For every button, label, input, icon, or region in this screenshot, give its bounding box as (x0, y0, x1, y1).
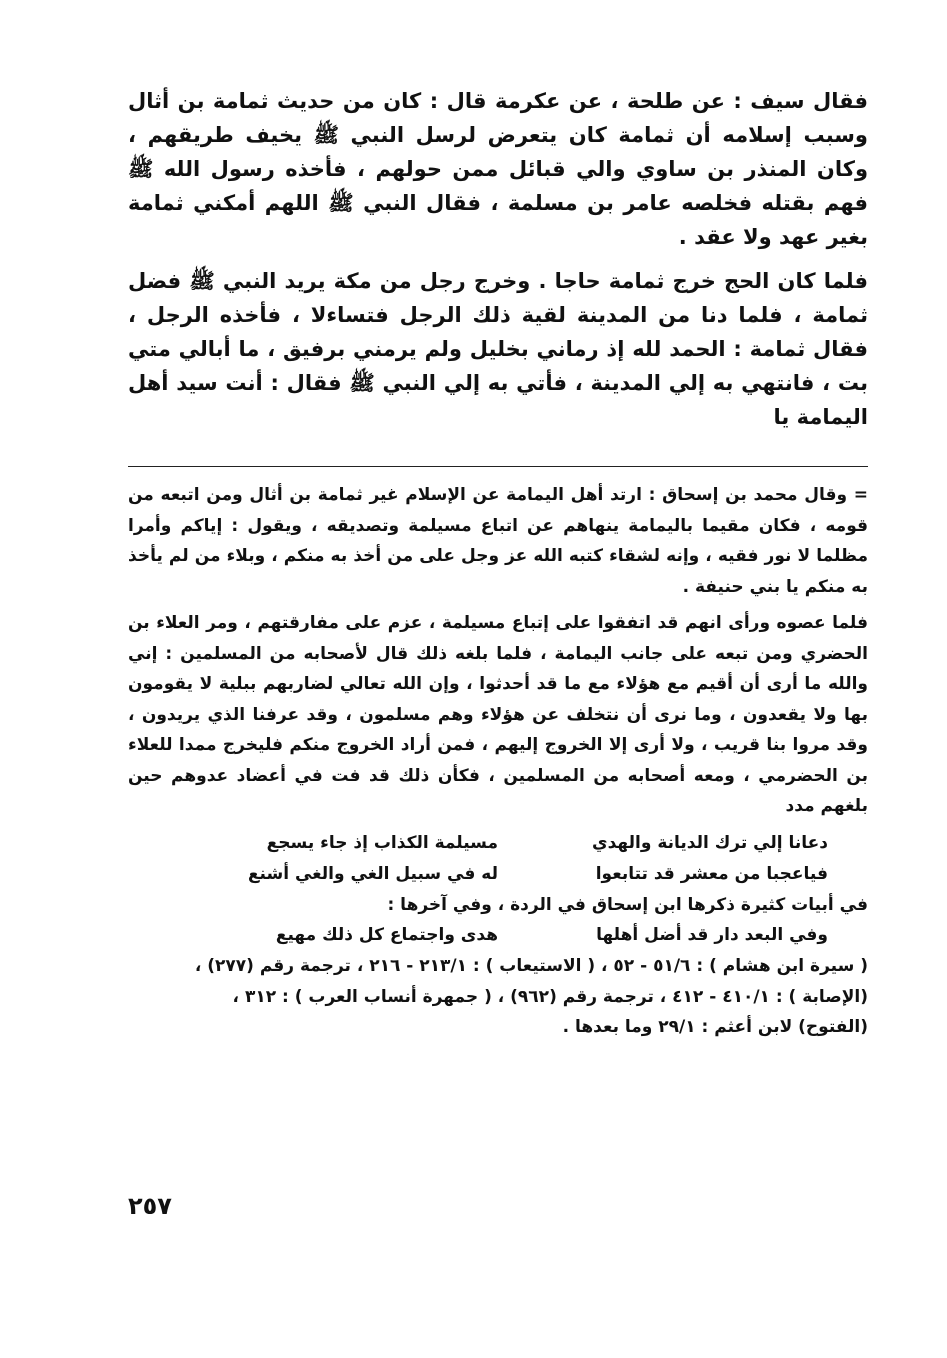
verse-first-hemistich: وفي البعد دار قد أضل أهلها (596, 925, 828, 945)
references (128, 951, 868, 1043)
main-text (128, 84, 868, 444)
verse-first-hemistich: دعانا إلي ترك الديانة والهدي (592, 832, 828, 853)
footnote-paragraph: فلما عصوه ورأى انهم قد اتفقوا على إتباع مسيلمة ، عزم على مفارقتهم ، ومر العلاء بن الحضري ومن تبعه على جانب اليمامة ، فلما بلغه ذلك قال لأصحابه من المسلمين : إني والله ما أرى أن أقيم مع هؤلاء مع ما قد أحدثوا ، وإن الله تعالي لضاربهم ببلية لا يقومون بها ولا يقعدون ، وما نرى أن نتخلف عن هؤلاء وهم مسلمون ، وقد عرفنا الذي يريدون ، وقد مروا بنا قريب ، ولا أرى إلا الخروج إليهم ، فمن أراد الخروج منكم فليخرج ممدا للعلاء بن الحضرمي ، ومعه أصحابه من المسلمين ، فكأن ذلك قد فت في أعضاد عدوهم حين بلغهم مدد (128, 613, 868, 816)
reference-line: (الإصابة ) : ٤١٠/١ - ٤١٢ ، ترجمة رقم (٩٦٢) ، ( جمهرة أنساب العرب ) : ٣١٢ ، (232, 986, 868, 1007)
footnote-divider (128, 466, 868, 467)
verse-first-hemistich: فياعجبا من معشر قد تتابعوا (595, 863, 828, 884)
page-number: ٢٥٧ (128, 1192, 172, 1220)
verse-second-hemistich: له في سبيل الغي والغي أشنع (247, 863, 498, 884)
reference-line: (الفتوح) لابن أعثم : ٢٩/١ وما بعدها . (562, 1017, 868, 1037)
main-paragraph: فلما كان الحج خرج ثمامة حاجا . وخرج رجل من مكة يريد النبي ﷺ فضل ثمامة ، فلما دنا من المدينة لقية ذلك الرجل فتساءلا ، فأخذه الرجل ، فقال ثمامة : الحمد لله إذ رماني بخليل ولم يرمني برفيق ، ما أبالي متي بت ، فانتهي به إلي المدينة ، فأتي به إلي النبي ﷺ فقال : أنت سيد أهل اليمامة يا (128, 269, 868, 429)
verse-second-hemistich: مسيلمة الكذاب إذ جاء يسجع (266, 832, 498, 853)
footnotes (128, 480, 868, 1043)
verse-second-hemistich: هدى واجتماع كل ذلك مهيع (275, 925, 498, 945)
poem-verse (128, 828, 868, 859)
poem-verse (128, 920, 868, 951)
footnote-interlude: في أبيات كثيرة ذكرها ابن إسحاق في الردة ، وفي آخرها : (387, 894, 868, 915)
poem-verse (128, 859, 868, 890)
reference-line: ( سيرة ابن هشام ) : ٥١/٦ - ٥٢ ، ( الاستيعاب ) : ٢١٣/١ - ٢١٦ ، ترجمة رقم (٢٧٧) ، (194, 956, 868, 976)
footnote-paragraph: = وقال محمد بن إسحاق : ارتد أهل اليمامة عن الإسلام غير ثمامة بن أثال ومن اتبعه من قومه ، فكان مقيما باليمامة ينهاهم عن اتباع مسيلمة وتصديقه ، ويقول : إياكم وأمرا مظلما لا نور فقيه ، وإنه لشقاء كتبه الله عز وجل على من أخذ به منكم ، وبلاء من لم يأخذ به منكم يا بني حنيفة . (128, 485, 868, 597)
main-paragraph: فقال سيف : عن طلحة ، عن عكرمة قال : كان من حديث ثمامة بن أثال وسبب إسلامه أن ثمامة كان يتعرض لرسل النبي ﷺ يخيف طريقهم ، وكان المنذر بن ساوي والي قبائل ممن حولهم ، فأخذه رسول الله ﷺ فهم بقتله فخلصه عامر بن مسلمة ، فقال النبي ﷺ اللهم أمكني ثمامة بغير عهد ولا عقد . (128, 89, 868, 249)
